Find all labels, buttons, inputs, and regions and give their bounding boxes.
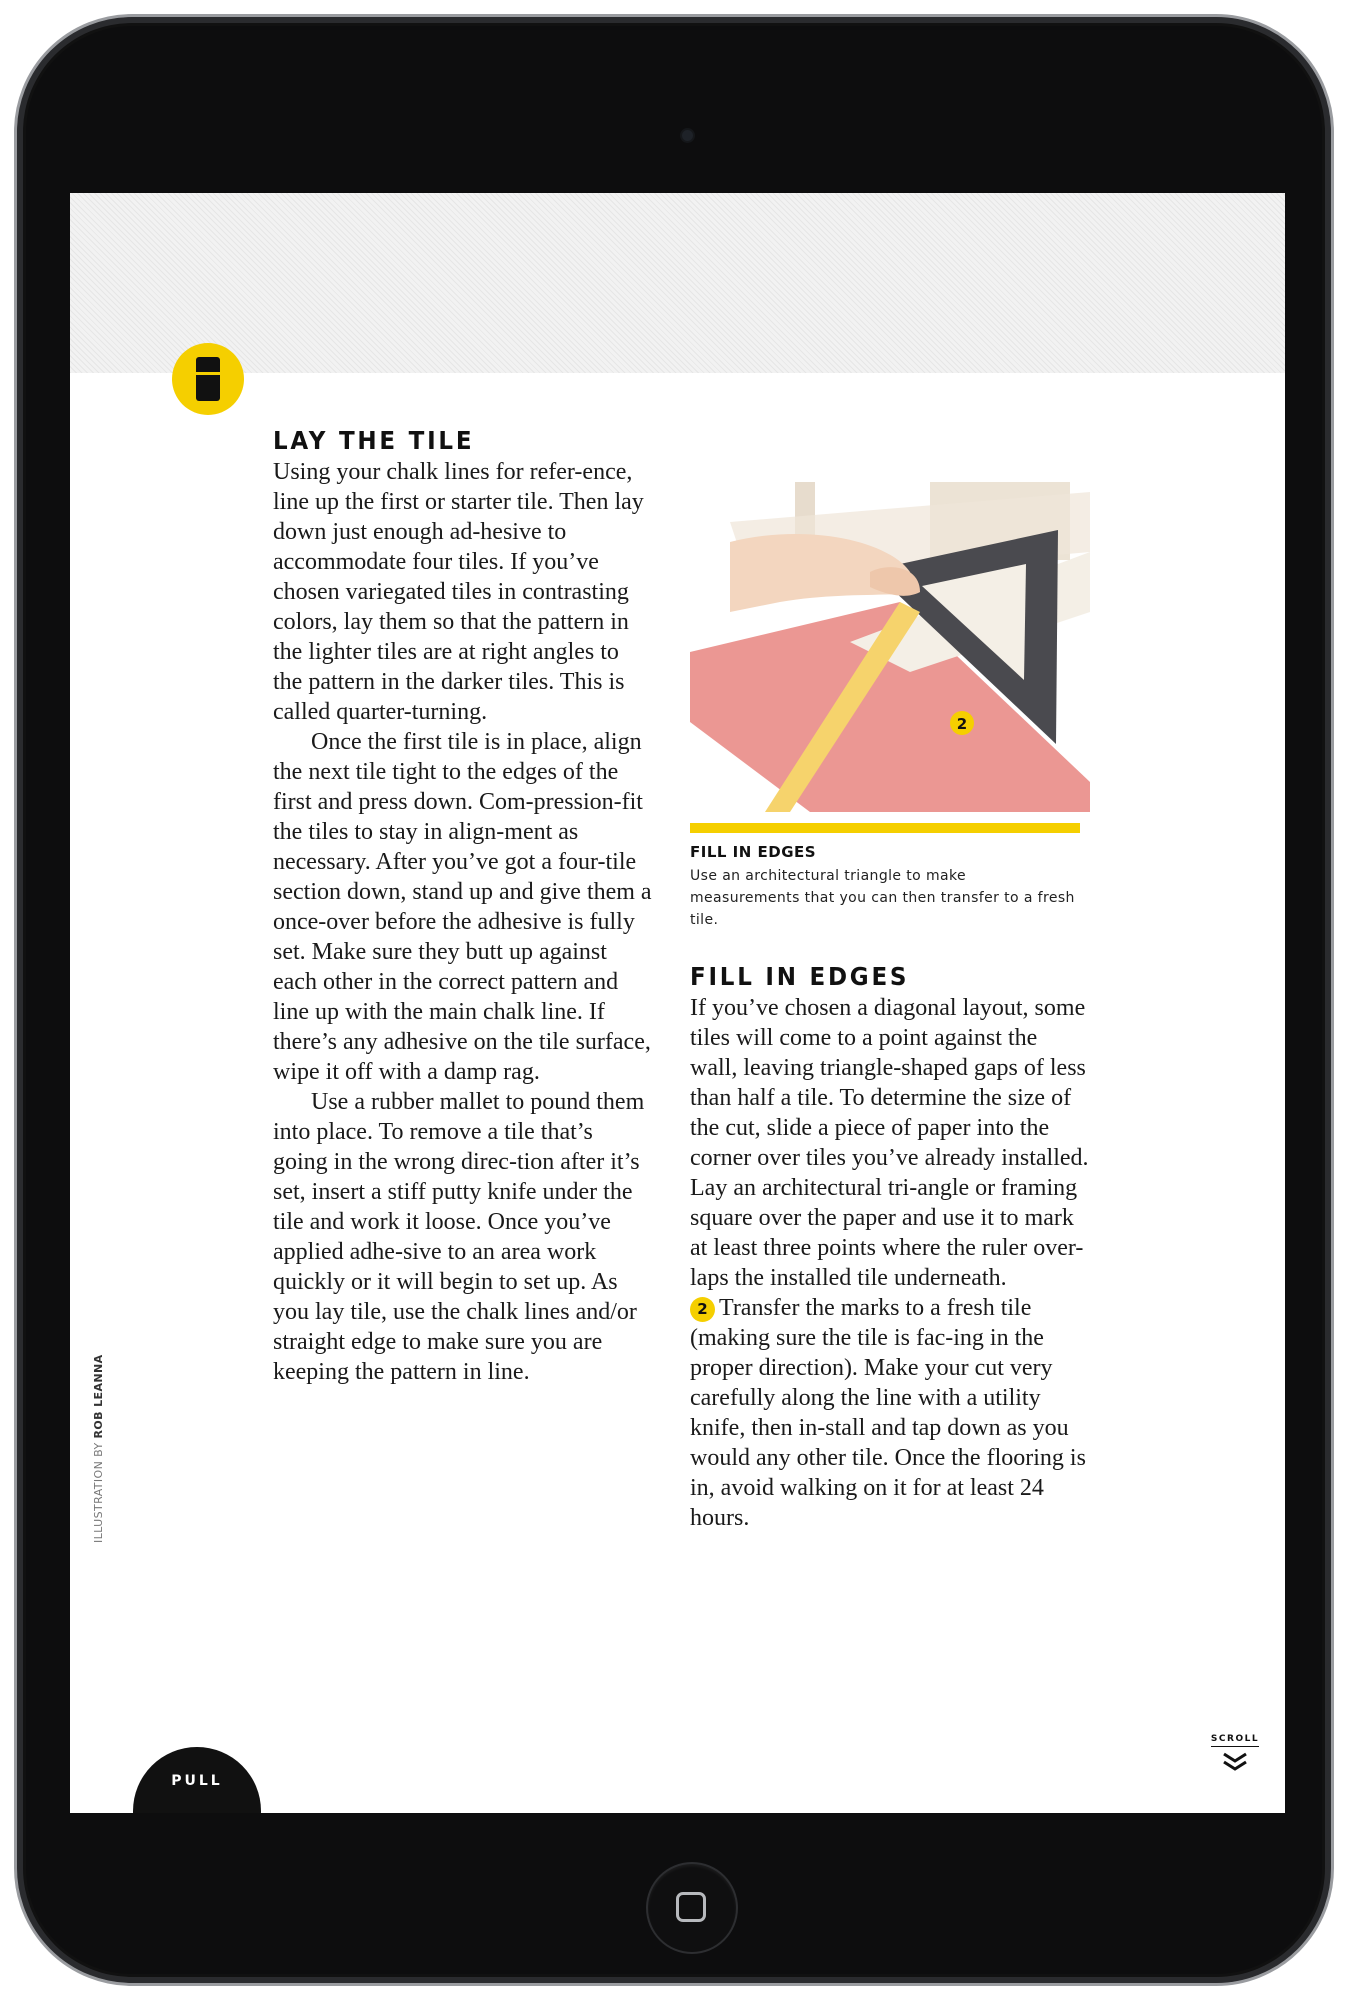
paragraph: Use a rubber mallet to pound them into place. To remove a tile that’s going in the wrong direc-tion after it’s set, insert a stiff putty knife under the tile and work it loose. Once you’ve applied adhe-sive to an area work quickly or it will begin to set up. As you lay tile, use the chalk lines and/or straight edge to make sure you are keeping the pattern in line. <box>273 1089 645 1385</box>
scroll-indicator[interactable] <box>1205 1728 1265 1773</box>
scroll-label: SCROLL <box>1211 1734 1259 1747</box>
caption-title: FILL IN EDGES <box>690 843 817 861</box>
magazine-page <box>70 193 1285 1813</box>
refrigerator-icon <box>196 357 220 401</box>
paragraph <box>690 1293 1090 1533</box>
paragraph: If you’ve chosen a diagonal layout, some tiles will come to a point against the wall, leaving triangle-shaped gaps of less than half a tile. To determine the size of the cut, slide a piece of paper into the corner over tiles you’ve already installed. Lay an architectural tri-angle or framing square over the paper and use it to mark at least three points where the ruler over-laps the installed tile underneath. <box>690 995 1089 1291</box>
section-badge <box>172 343 244 415</box>
paragraph: Once the first tile is in place, align the next tile tight to the edges of the first and press down. Com-pression-fit the tiles to stay in align-ment as necessary. After you’ve got a four-tile section down, stand up and give them a once-over before the adhesive is fully set. Make sure they butt up against each other in the correct pattern and line up with the main chalk line. If there’s any adhesive on the tile surface, wipe it off with a damp rag. <box>273 729 652 1085</box>
front-camera <box>682 130 693 141</box>
left-column <box>273 426 653 1387</box>
figure-number: 2 <box>956 715 968 733</box>
credit-prefix: ILLUSTRATION BY <box>92 1442 105 1543</box>
header-pattern <box>70 193 1285 373</box>
chevron-down-double-icon <box>1221 1751 1249 1773</box>
section-heading-lay-the-tile: LAY THE TILE <box>273 426 475 455</box>
credit-name: ROB LEANNA <box>92 1354 105 1439</box>
step-number-badge: 2 <box>690 1297 715 1322</box>
section-heading-fill-in-edges: FILL IN EDGES <box>690 962 910 991</box>
right-column <box>690 962 1090 1533</box>
pull-label: PULL <box>171 1773 223 1789</box>
home-button[interactable] <box>648 1864 736 1952</box>
paragraph: Using your chalk lines for refer-ence, line up the first or starter tile. Then lay down just enough ad-hesive to accommodate four tiles. If you’ve chosen variegated tiles in contrasting colors, lay them so that the pattern in the lighter tiles are at right angles to the pattern in the darker tiles. This is called quarter-turning. <box>273 459 644 725</box>
caption-rule <box>690 823 1080 833</box>
paragraph-text: Transfer the marks to a fresh tile (making sure the tile is fac-ing in the proper direction). Make your cut very carefully along the line with a utility knife, then in-stall and tap down as you would any other tile. Once the flooring is in, avoid walking on it for at least 24 hours. <box>690 1295 1086 1531</box>
home-button-icon <box>676 1892 706 1922</box>
illustration-credit <box>92 1283 112 1543</box>
triangle-measurement-illustration <box>690 482 1090 812</box>
caption-text: Use an architectural triangle to make measurements that you can then transfer to a fresh tile. <box>690 868 1075 928</box>
pull-tab-button[interactable] <box>133 1747 261 1813</box>
